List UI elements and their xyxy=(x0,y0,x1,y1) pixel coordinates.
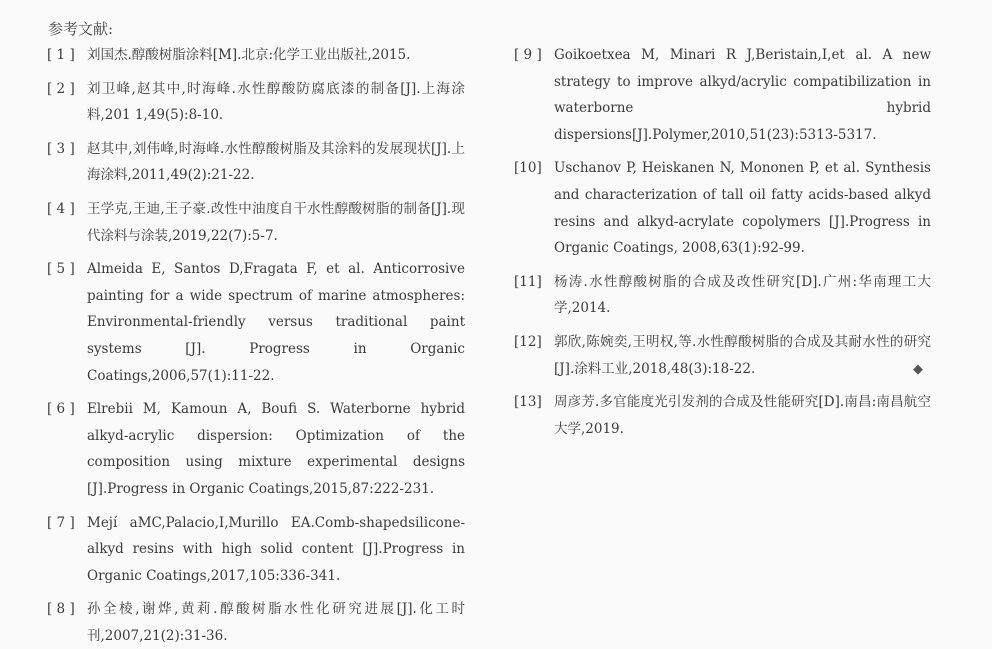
reference-item xyxy=(47,256,465,389)
reference-text: 刘国杰.醇酸树脂涂料[M].北京:化学工业出版社,2015. xyxy=(87,47,411,63)
reference-number: [12] xyxy=(514,333,542,350)
reference-text: 杨涛.水性醇酸树脂的合成及改性研究[D].广州:华南理工大学,2014. xyxy=(554,273,931,317)
reference-text: Mejí aMC,Palacio,I,Murillo EA.Comb-shapedsilicone-alkyd resins with high solid content [J].Progress in Organic Coatings,2017,105:336-341. xyxy=(87,514,465,584)
end-diamond-icon: ◆ xyxy=(913,362,923,377)
reference-text: Goikoetxea M, Minari R J,Beristain,I,et al. A new strategy to improve alkyd/acrylic compatibilization in waterborne hybrid dispersions[J].Polymer,2010,51(23):5313-5317. xyxy=(554,47,931,143)
references-heading: 参考文献: xyxy=(48,20,114,38)
reference-number: [ 6 ] xyxy=(47,401,75,418)
reference-number: [ 3 ] xyxy=(47,140,75,157)
reference-text: 孙全棱,谢烨,黄莉.醇酸树脂水性化研究进展[J].化工时刊,2007,21(2):31-36. xyxy=(87,601,465,644)
reference-text: 周彦芳.多官能度光引发剂的合成及性能研究[D].南昌:南昌航空大学,2019. xyxy=(554,394,931,437)
reference-number: [ 8 ] xyxy=(47,601,75,618)
reference-number: [11] xyxy=(514,273,542,290)
reference-text: 郭欣,陈婉奕,王明权,等.水性醇酸树脂的合成及其耐水性的研究[J].涂料工业,2018,48(3):18-22. xyxy=(554,333,931,377)
reference-item xyxy=(514,155,931,261)
reference-text: 赵其中,刘伟峰,时海峰.水性醇酸树脂及其涂料的发展现状[J].上海涂料,2011,49(2):21-22. xyxy=(87,140,465,184)
reference-item xyxy=(47,42,465,69)
reference-text: 王学克,王迪,王子豪.改性中油度自干水性醇酸树脂的制备[J].现代涂料与涂装,2019,22(7):5-7. xyxy=(87,200,465,244)
reference-item xyxy=(47,196,465,249)
reference-number: [ 7 ] xyxy=(47,514,75,531)
reference-item xyxy=(514,269,931,322)
reference-item xyxy=(47,510,465,590)
reference-item xyxy=(47,76,465,129)
reference-number: [ 4 ] xyxy=(47,200,75,217)
reference-number: [ 5 ] xyxy=(47,261,75,278)
reference-text: 刘卫峰,赵其中,时海峰.水性醇酸防腐底漆的制备[J].上海涂料,201 1,49(5):8-10. xyxy=(87,80,465,124)
reference-item xyxy=(514,329,931,382)
reference-item xyxy=(47,136,465,189)
reference-number: [ 9 ] xyxy=(514,47,542,63)
reference-item xyxy=(47,396,465,502)
reference-number: [ 1 ] xyxy=(47,47,75,63)
references-column-left xyxy=(47,42,465,649)
reference-number: [10] xyxy=(514,160,542,177)
reference-text: Elrebii M, Kamoun A, Boufi S. Waterborne hybrid alkyd-acrylic dispersion: Optimization of the composition using mixture experimental designs [J].Progress in Organic Coatings,2015,87:222-231. xyxy=(87,401,465,497)
reference-text: Uschanov P, Heiskanen N, Mononen P, et al. Synthesis and characterization of tall oil fatty acids-based alkyd resins and alkyd-acrylate copolymers [J].Progress in Organic Coatings, 2008,63(1):92-99. xyxy=(554,160,931,257)
reference-number: [13] xyxy=(514,394,542,411)
reference-item xyxy=(47,596,465,649)
references-column-right xyxy=(514,42,931,442)
reference-item xyxy=(514,389,931,442)
reference-item xyxy=(514,42,931,148)
reference-text: Almeida E, Santos D,Fragata F, et al. Anticorrosive painting for a wide spectrum of marine atmospheres: Environmental-friendly versus traditional paint systems [J]. Progress in Organic Coatings,2006,57(1):11-22. xyxy=(87,261,465,384)
reference-number: [ 2 ] xyxy=(47,80,75,97)
